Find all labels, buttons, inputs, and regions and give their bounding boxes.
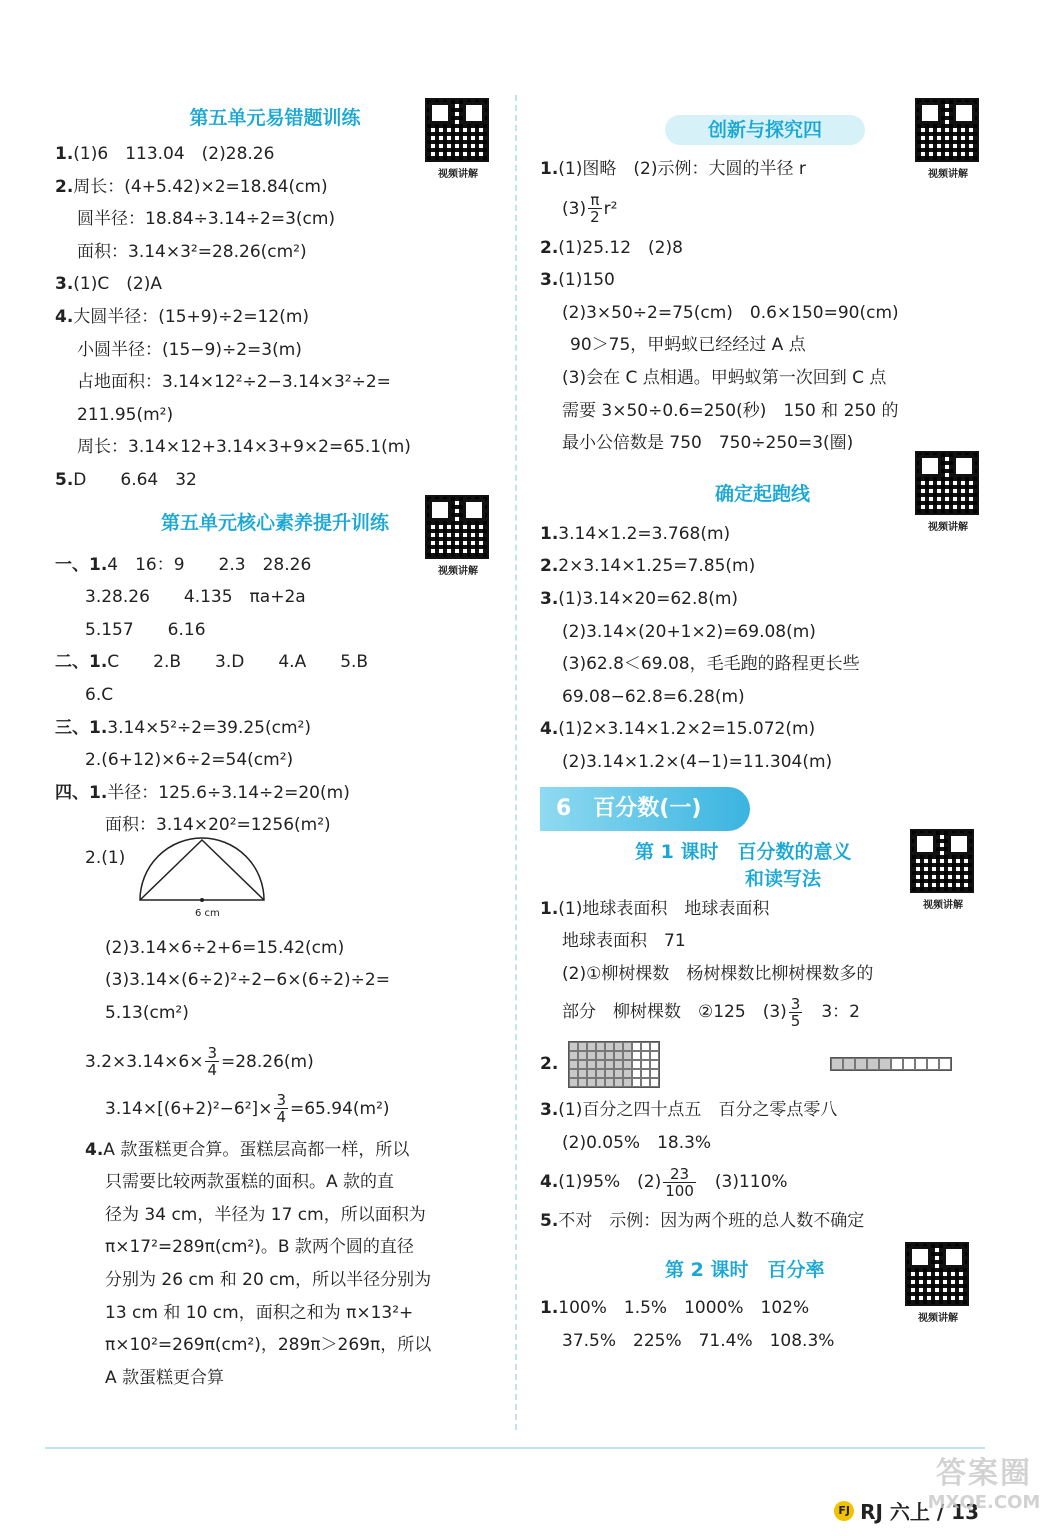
grid-cell (632, 1078, 641, 1087)
strip-cell (843, 1058, 855, 1070)
grid-cell (650, 1078, 659, 1087)
fraction: $\frac{3}{5}$ (790, 994, 801, 1030)
qr-icon (910, 829, 974, 893)
answer-line: 2.(6+12)×6÷2=54(cm²) (85, 750, 294, 771)
answer-line: 5.不对 示例：因为两个班的总人数不确定 (540, 1211, 865, 1232)
strip-cell (855, 1058, 867, 1070)
grid-cell (605, 1060, 614, 1069)
answer-line: (2)0.05% 18.3% (562, 1132, 712, 1153)
answer-line: (2)①柳树棵数 杨树棵数比柳树棵数多的 (562, 963, 874, 984)
fraction: $\frac{3}{4}$ (276, 1091, 286, 1127)
grid-cell (596, 1051, 605, 1060)
answers-q3-q4 (55, 1040, 495, 1395)
answer-line: 四、1.半径：125.6÷3.14÷2=20(m) (55, 782, 350, 803)
grid-cell (632, 1060, 641, 1069)
answer-line: 2.2×3.14×1.25=7.85(m) (540, 556, 756, 577)
qr-code-6[interactable] (905, 1242, 971, 1324)
grid-cell (578, 1078, 587, 1087)
qr-caption: 视频讲解 (923, 899, 963, 911)
grid-cell (623, 1042, 632, 1051)
grid-cell (650, 1060, 659, 1069)
section-title-start-line: 确定起跑线 (714, 482, 810, 505)
grid-cell (578, 1069, 587, 1078)
answer-line: 径为 34 cm，半径为 17 cm，所以面积为 (105, 1204, 426, 1225)
grid-cell (614, 1078, 623, 1087)
qr-icon (915, 98, 979, 162)
answer-line: 三、1.3.14×5²÷2=39.25(cm²) (55, 717, 311, 738)
answer-line-fraction: (3) $\frac{\pi}{2}$ r² (562, 191, 618, 227)
qr-icon (425, 98, 489, 162)
answer-line-fraction: 3.14×[(6+2)²−6²]× $\frac{3}{4}$ =65.94(m²) (105, 1091, 390, 1127)
answer-line: 1.(1)地球表面积 地球表面积 (540, 898, 770, 919)
grid-cell (614, 1069, 623, 1078)
answer-line-fraction: 部分 柳树棵数 ②125 (3) $\frac{3}{5}$ 3：2 (562, 994, 860, 1030)
grid-cell (605, 1078, 614, 1087)
answer-line: (2)3.14×1.2×(4−1)=11.304(m) (562, 751, 833, 772)
grid-cell (632, 1051, 641, 1060)
lesson-title-1b: 和读写法 (745, 867, 822, 890)
answer-line: 2.(1)25.12 (2)8 (540, 237, 683, 258)
q2-label: 2.(1) (85, 847, 126, 868)
answer-line: 4.(1)2×3.14×1.2×2=15.072(m) (540, 719, 816, 740)
grid-cell (614, 1060, 623, 1069)
grid-cell (578, 1051, 587, 1060)
footer-rule (45, 1447, 985, 1449)
right-column (540, 90, 985, 1357)
strip-cell (939, 1058, 951, 1070)
grid-cell (632, 1042, 641, 1051)
left-column (55, 90, 495, 1394)
answer-line: 4.大圆半径：(15+9)÷2=12(m) (55, 306, 310, 327)
answer-line: 二、1.C 2.B 3.D 4.A 5.B (55, 652, 369, 673)
answer-line: (3)62.8＜69.08，毛毛跑的路程更长些 (562, 654, 860, 675)
qr-code-5[interactable] (910, 829, 976, 911)
grid-cell (569, 1060, 578, 1069)
grid-cell (623, 1069, 632, 1078)
answer-line: (3)会在 C 点相遇。甲蚂蚁第一次回到 C 点 (562, 367, 887, 388)
answer-line-fraction: 4.(1)95% (2) $\frac{23}{100}$ (3)110% (540, 1164, 788, 1200)
answer-line: 1.100% 1.5% 1000% 102% (540, 1298, 810, 1319)
answer-line: A 款蛋糕更合算 (105, 1367, 225, 1388)
q2-label: 2. (540, 1053, 559, 1074)
grid-cell (641, 1069, 650, 1078)
answer-line: 3.(1)百分之四十点五 百分之零点零八 (540, 1100, 838, 1121)
answer-line: 3.(1)150 (540, 270, 615, 291)
answer-line: 最小公倍数是 750 750÷250=3(圈) (562, 433, 854, 454)
strip-cell (867, 1058, 879, 1070)
grid-cell (587, 1069, 596, 1078)
hundred-grid (568, 1041, 660, 1088)
answer-line: 3.28.26 4.135 πa+2a (85, 587, 306, 608)
grid-cell (614, 1051, 623, 1060)
grid-cell (569, 1078, 578, 1087)
answer-line: 1.(1)图略 (2)示例：大圆的半径 r (540, 159, 806, 179)
grid-cell (596, 1042, 605, 1051)
page-number: RJ 六上 / 13 (860, 1500, 979, 1524)
grid-cell (614, 1042, 623, 1051)
grid-cell (641, 1042, 650, 1051)
answers-start-line (540, 518, 985, 779)
answer-line: (2)3.14×(20+1×2)=69.08(m) (562, 621, 816, 642)
strip-cell (891, 1058, 903, 1070)
section-title-unit5-errors: 第五单元易错题训练 (189, 107, 361, 129)
answer-line: 地球表面积 71 (562, 931, 686, 952)
answer-line: π×17²=289π(cm²)。B 款两个圆的直径 (105, 1237, 414, 1258)
grid-cell (605, 1042, 614, 1051)
answer-line: 6.C (85, 684, 114, 705)
grid-cell (650, 1042, 659, 1051)
answer-line: 圆半径：18.84÷3.14÷2=3(cm) (77, 209, 336, 230)
grid-cell (596, 1069, 605, 1078)
diameter-label: 6 cm (195, 907, 220, 919)
strip-cell (915, 1058, 927, 1070)
answer-line: 需要 3×50÷0.6=250(秒) 150 和 250 的 (562, 400, 899, 421)
grid-cell (641, 1051, 650, 1060)
qr-caption: 视频讲解 (928, 169, 968, 180)
answer-line: 5.13(cm²) (105, 1003, 189, 1024)
answer-line: 69.08−62.8=6.28(m) (562, 686, 745, 707)
semicircle-diagram (135, 836, 270, 920)
qr-icon (425, 495, 489, 559)
section-title-innovation: 创新与探究四 (665, 115, 865, 145)
answers-innovation (540, 153, 985, 460)
answer-line: 37.5% 225% 71.4% 108.3% (562, 1330, 835, 1351)
answer-line: 占地面积：3.14×12²÷2−3.14×3²÷2= (77, 372, 391, 393)
answer-line: 1.3.14×1.2=3.768(m) (540, 523, 731, 544)
grid-cell (623, 1060, 632, 1069)
grid-cell (569, 1042, 578, 1051)
qr-caption: 视频讲解 (928, 521, 968, 533)
fraction: $\frac{23}{100}$ (665, 1164, 694, 1200)
grid-cell (578, 1060, 587, 1069)
grid-cell (569, 1051, 578, 1060)
publisher-badge-icon: FJ (834, 1501, 854, 1521)
grid-cell (569, 1069, 578, 1078)
answer-line: 5.157 6.16 (85, 619, 206, 640)
answer-line: (2)3.14×6÷2+6=15.42(cm) (105, 937, 345, 958)
grid-cell (641, 1078, 650, 1087)
answer-line: 2.周长：(4+5.42)×2=18.84(cm) (55, 176, 328, 197)
answer-line: (3)3.14×(6÷2)²÷2−6×(6÷2)÷2= (105, 970, 390, 991)
qr-icon (915, 451, 979, 515)
answer-line: 4.A 款蛋糕更合算。蛋糕层高都一样，所以 (85, 1139, 410, 1160)
strip-cell (831, 1058, 843, 1070)
answer-line: 5.D 6.64 32 (55, 469, 197, 490)
grid-cell (578, 1042, 587, 1051)
answer-line: 小圆半径：(15−9)÷2=3(m) (77, 339, 302, 360)
grid-cell (587, 1042, 596, 1051)
semicircle-arc (140, 838, 264, 900)
qr-code-2[interactable] (425, 495, 491, 577)
watermark: 答案圈 MXQE.COM (927, 1456, 1041, 1513)
lesson-title-1: 第 1 课时 百分数的意义 (635, 840, 852, 863)
answer-line: 分别为 26 cm 和 20 cm，所以半径分别为 (105, 1270, 432, 1291)
answer-line: 3.(1)3.14×20=62.8(m) (540, 588, 739, 609)
column-divider (515, 95, 517, 1430)
grid-cell (596, 1060, 605, 1069)
center-point (200, 898, 204, 902)
grid-cell (641, 1060, 650, 1069)
answer-line: 13 cm 和 10 cm，面积之和为 π×13²+ (105, 1302, 414, 1323)
answer-line: (2)3×50÷2=75(cm) 0.6×150=90(cm) (562, 302, 899, 323)
grid-cell (587, 1060, 596, 1069)
answer-line: 一、1.4 16：9 2.3 28.26 (55, 554, 312, 575)
grid-cell (587, 1051, 596, 1060)
grid-cell (650, 1069, 659, 1078)
section-title-unit5-core: 第五单元核心素养提升训练 (160, 511, 389, 534)
answers-unit5-errors (55, 138, 495, 497)
qr-code-4[interactable] (915, 451, 981, 533)
semicircle-answer (55, 842, 495, 932)
strip-cell (903, 1058, 915, 1070)
unit-banner: 6 百分数(一) (540, 787, 750, 831)
grid-cell (650, 1051, 659, 1060)
strip-cell (927, 1058, 939, 1070)
grid-cell (623, 1051, 632, 1060)
strip-cell (879, 1058, 891, 1070)
answer-line: 211.95(m²) (77, 404, 174, 425)
qr-icon (905, 1242, 969, 1306)
ten-strip (830, 1057, 952, 1071)
answer-line: 面积：3.14×3²=28.26(cm²) (77, 241, 307, 262)
qr-caption: 视频讲解 (438, 169, 478, 180)
answer-line: 1.(1)6 113.04 (2)28.26 (55, 144, 275, 164)
lesson-title-2: 第 2 课时 百分率 (665, 1259, 825, 1282)
answer-line: 90＞75，甲蚂蚁已经经过 A 点 (570, 335, 806, 356)
answer-line: 周长：3.14×12+3.14×3+9×2=65.1(m) (77, 437, 411, 458)
inscribed-triangle (140, 840, 264, 900)
qr-caption: 视频讲解 (438, 565, 478, 577)
fraction: $\frac{\pi}{2}$ (590, 191, 600, 227)
grid-cell (596, 1078, 605, 1087)
answer-line: π×10²=269π(cm²)，289π＞269π，所以 (105, 1335, 432, 1356)
grid-cell (605, 1051, 614, 1060)
answer-line: 3.(1)C (2)A (55, 274, 162, 295)
qr-caption: 视频讲解 (918, 1313, 958, 1325)
percent-grids (540, 1034, 985, 1094)
grid-cell (632, 1069, 641, 1078)
fraction: $\frac{3}{4}$ (207, 1044, 217, 1080)
grid-cell (623, 1078, 632, 1087)
grid-cell (587, 1078, 596, 1087)
answers-unit5-core (55, 549, 495, 1030)
answers-lesson-1 (540, 893, 985, 1239)
grid-cell (605, 1069, 614, 1078)
answer-line-fraction: 3.2×3.14×6× $\frac{3}{4}$ =28.26(m) (85, 1044, 314, 1080)
answer-line: 只需要比较两款蛋糕的面积。A 款的直 (105, 1172, 395, 1193)
qr-code-1[interactable] (425, 98, 491, 180)
answer-line: 面积：3.14×20²=1256(m²) (105, 815, 331, 836)
qr-code-3[interactable] (915, 98, 981, 180)
